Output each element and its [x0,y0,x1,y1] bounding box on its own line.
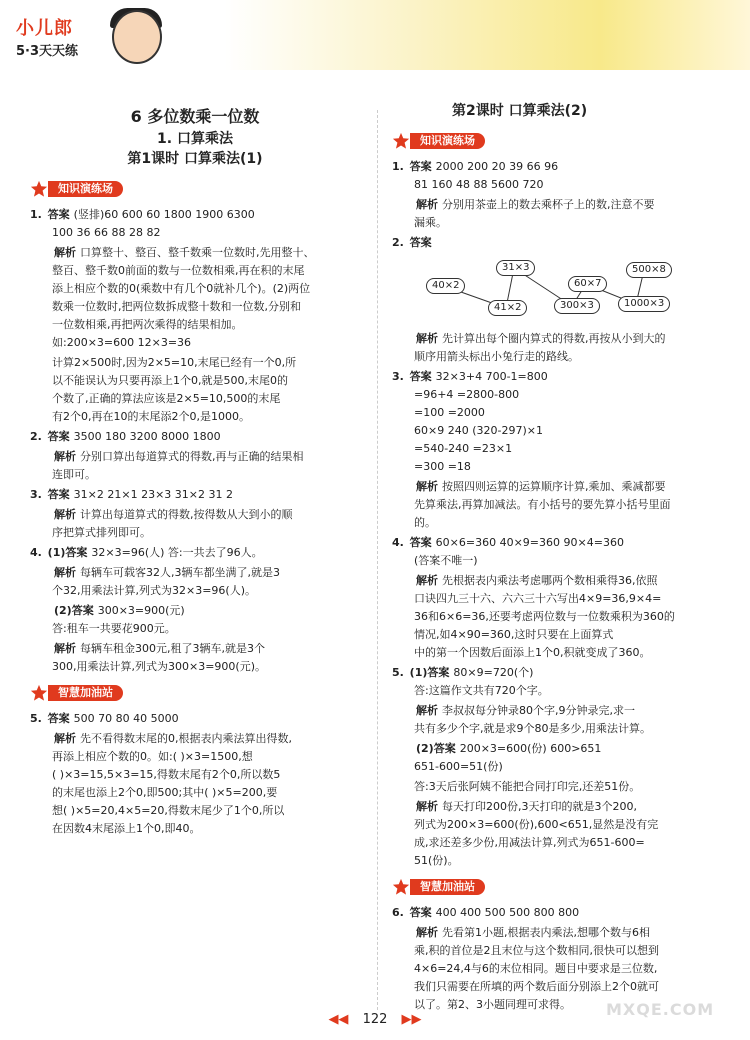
answer-line [30,486,360,504]
answer-line [30,602,360,620]
answer-item [30,602,360,638]
answer-text: 答:租车一共要花900元。 [52,622,176,635]
answer-label: 解析 [416,198,438,211]
answer-item [30,506,360,542]
answer-text: 先不看得数末尾的0,根据表内乘法算出得数, [80,732,292,745]
answer-text: 漏乘。 [414,216,447,229]
answer-item [30,544,360,562]
answer-item [392,798,722,870]
answer-line [30,244,360,262]
answer-text: 成,求还差多少份,用减法计算,列式为651-600= [414,836,645,849]
answer-label: 答案 [409,370,432,383]
answer-text: 每辆车可载客32人,3辆车都坐满了,就是3 [80,566,280,579]
answer-item [30,206,360,242]
answer-text: 口诀四九三十六、六六三十六写出4×9=36,9×4= [414,592,662,605]
answer-text: 按照四则运算的运算顺序计算,乘加、乘减都要 [442,480,666,493]
answer-item [392,234,722,326]
answer-label: 答案 [47,430,70,443]
answer-line [392,234,722,252]
answer-line [392,478,722,496]
answer-item [30,428,360,446]
answer-text: 每天打印200份,3天打印的就是3个200, [442,800,637,813]
answer-label: 解析 [54,508,76,521]
answer-text: 整百、整千数0前面的数与一位数相乘,再在积的末尾 [52,264,305,277]
path-node: 41×2 [488,300,527,316]
answer-text: 4×6=24,4与6的末位相同。题目中要求是三位数, [414,962,658,975]
question-number: 4. [30,546,46,559]
question-number: 6. [392,906,408,919]
question-number: 4. [392,536,408,549]
answer-label: 解析 [416,574,438,587]
mascot-face [112,10,162,64]
answer-text: 顺序用箭头标出小兔行走的路线。 [414,350,579,363]
answer-text: 先算乘法,再算加减法。有小括号的要先算小括号里面 [414,498,671,511]
answer-item [30,486,360,504]
answer-text: 分别口算出每道算式的得数,再与正确的结果相 [80,450,304,463]
answer-text: 的。 [414,516,436,529]
answer-item [392,534,722,570]
left-items-2 [30,710,360,838]
answer-text: 数乘一位数时,把两位数拆成整十数和一位数,分别和 [52,300,301,313]
answer-line [30,544,360,562]
right-items [392,158,722,870]
answer-line [392,368,722,386]
answer-text: 计算2×500时,因为2×5=10,末尾已经有一个0,所 [52,356,297,369]
answer-item [392,572,722,662]
answer-item [392,368,722,476]
answer-line [30,448,360,466]
star-icon [392,878,410,896]
answer-label: 解析 [54,566,76,579]
left-items [30,206,360,676]
question-number: 5. [30,712,46,725]
answer-text: 有2个0,再在10的末尾添2个0,是1000。 [52,410,250,423]
answer-text: 300×3=900(元) [97,604,185,617]
answer-line [30,206,360,224]
answer-line [30,710,360,728]
answer-text: 先计算出每个圈内算式的得数,再按从小到大的 [442,332,666,345]
answer-line [392,778,722,796]
answer-label: 解析 [54,642,76,655]
answer-text: =540-240 =23×1 [414,442,513,455]
path-node: 300×3 [554,298,600,314]
answer-item [392,664,722,700]
question-number: 5. [392,666,408,679]
answer-line [392,904,722,922]
section-tag-3 [392,132,485,150]
answer-text: 乘,积的首位是2且末位与这个数相同,很快可以想到 [414,944,659,957]
tag-label: 知识演练场 [410,133,485,149]
answer-text: (答案不唯一) [414,554,478,567]
answer-item [30,640,360,676]
answer-text: 添上相应个数的0(乘数中有几个0就补几个)。(2)两位 [52,282,311,295]
answer-line [392,330,722,348]
answer-item [30,730,360,838]
question-number: 2. [392,236,408,249]
answer-text: 连即可。 [52,468,96,481]
answer-text: 81 160 48 88 5600 720 [414,178,544,191]
answer-label: 答案 [409,536,432,549]
right-column [392,100,722,1016]
answer-text: 计算出每道算式的得数,按得数从大到小的顺 [80,508,293,521]
left-column [30,100,360,840]
answer-label: 解析 [54,732,76,745]
tag-label: 智慧加油站 [48,685,123,701]
answer-text: 32×3+4 700-1=800 [435,370,548,383]
star-icon [30,180,48,198]
path-node: 60×7 [568,276,607,292]
section-tag-2 [30,684,123,702]
answer-text: 的末尾也添上2个0,即500;其中( )×5=200,要 [52,786,278,799]
answer-text: 在因数4末尾添上1个0,即40。 [52,822,201,835]
answer-text: 答:这篇作文共有720个字。 [414,684,549,697]
answer-text: 个数了,正确的算法应该是2×5=10,500的末尾 [52,392,281,405]
answer-text: 列式为200×3=600(份),600<651,显然是没有完 [414,818,659,831]
answer-line [392,740,722,758]
answer-text: 情况,如4×90=360,这时只要在上面算式 [414,628,614,641]
question-number: 2. [30,430,46,443]
answer-label: (1)答案 [47,546,88,559]
section-tag [30,180,123,198]
answer-label: 答案 [47,712,70,725]
answer-label: 答案 [47,208,70,221]
answer-item [30,244,360,352]
answer-line [392,158,722,176]
answer-text: 口算整十、整百、整千数乘一位数时,先用整十、 [80,246,315,259]
prev-arrow-icon[interactable]: ◀◀ [328,1012,349,1027]
rabbit-path-diagram [392,256,722,326]
answer-item [392,702,722,738]
answer-line [30,640,360,658]
answer-text: 以了。第2、3小题同理可求得。 [414,998,571,1011]
answer-label: 答案 [409,906,432,919]
answer-text: 100 36 66 88 28 82 [52,226,161,239]
section-tag-4 [392,878,485,896]
brand-name: 小儿郎 [16,18,73,39]
answer-text: =300 =18 [414,460,471,473]
answer-text: =96+4 =2800-800 [414,388,520,401]
answer-text: 32×3=96(人) 答:一共去了96人。 [91,546,263,559]
tag-label: 知识演练场 [48,181,123,197]
answer-text: 李叔叔每分钟录80个字,9分钟录完,求一 [442,704,635,717]
star-icon [392,132,410,150]
answer-line [30,428,360,446]
answer-text: =100 =2000 [414,406,485,419]
answer-item [392,478,722,532]
answer-label: 解析 [416,800,438,813]
answer-text: 80×9=720(个) [453,666,534,679]
answer-text: 31×2 21×1 23×3 31×2 31 2 [73,488,233,501]
answer-line [30,506,360,524]
answer-text: 中的第一个因数后面添上1个0,积就变成了360。 [414,646,651,659]
answer-text: 答:3天后张阿姨不能把合同打印完,还差51份。 [414,780,641,793]
answer-label: (1)答案 [409,666,450,679]
lesson-title: 第1课时 口算乘法(1) [127,151,263,167]
answer-label: (2)答案 [416,742,456,755]
answer-label: 解析 [54,246,76,259]
answer-text: 如:200×3=600 12×3=36 [52,336,192,349]
answer-label: 解析 [416,926,438,939]
answer-text: 60×6=360 40×9=360 90×4=360 [435,536,624,549]
answer-text: 60×9 240 (320-297)×1 [414,424,543,437]
answer-text: 36和6×6=36,还要考虑两位数与一位数乘积为360的 [414,610,675,623]
answer-text: 先根据表内乘法考虑哪两个数相乘得36,依照 [442,574,658,587]
next-arrow-icon[interactable]: ▶▶ [401,1012,422,1027]
answer-label: 解析 [416,704,438,717]
brand-subtitle: 5·3天天练 [16,44,79,59]
answer-item [392,740,722,776]
answer-text: 651-600=51(份) [414,760,503,773]
question-number: 1. [30,208,46,221]
answer-item [392,904,722,922]
answer-text: 以不能误认为只要再添上1个0,就是500,末尾0的 [52,374,288,387]
brand-logo [12,8,162,70]
answer-text: 300,用乘法计算,列式为300×3=900(元)。 [52,660,266,673]
section-title: 6 多位数乘一位数 [130,107,260,126]
answer-item [30,448,360,484]
answer-text: 200×3=600(份) 600>651 [459,742,602,755]
answer-label: 解析 [416,332,438,345]
answer-text: 3500 180 3200 8000 1800 [73,430,221,443]
answer-text: 共有多少个字,就是求9个80是多少,用乘法计算。 [414,722,651,735]
question-number: 3. [392,370,408,383]
lesson-title-2: 第2课时 口算乘法(2) [452,103,588,119]
answer-text: ( )×3=15,5×3=15,得数末尾有2个0,所以数5 [52,768,281,781]
column-divider [377,110,378,1010]
answer-text: 我们只需要在所填的两个数后面分别添上2个0就可 [414,980,659,993]
answer-text: 个32,用乘法计算,列式为32×3=96(人)。 [52,584,256,597]
question-number: 3. [30,488,46,501]
tag-label: 智慧加油站 [410,879,485,895]
answer-line [392,664,722,682]
answer-item [392,330,722,366]
answer-line [392,702,722,720]
answer-item [392,778,722,796]
answer-label: 答案 [409,160,432,173]
path-node: 1000×3 [618,296,670,312]
answer-line [392,196,722,214]
answer-item [30,564,360,600]
answer-line [30,354,360,372]
sub-title: 1. 口算乘法 [157,131,233,147]
answer-text: 400 400 500 500 800 800 [435,906,580,919]
answer-label: 解析 [54,450,76,463]
star-icon [30,684,48,702]
answer-text: (竖排)60 600 60 1800 1900 6300 [73,208,255,221]
answer-text: 分别用茶壶上的数去乘杯子上的数,注意不要 [442,198,655,211]
answer-text: 2000 200 20 39 66 96 [435,160,559,173]
answer-text: 再添上相应个数的0。如:( )×3=1500,想 [52,750,253,763]
answer-text: 500 70 80 40 5000 [73,712,179,725]
answer-label: (2)答案 [54,604,94,617]
answer-label: 答案 [47,488,70,501]
answer-text: 51(份)。 [414,854,459,867]
answer-item [30,354,360,426]
answer-text: 序把算式排列即可。 [52,526,151,539]
answer-line [392,924,722,942]
answer-text: 一位数相乘,再把两次乘得的结果相加。 [52,318,243,331]
answer-label: 解析 [416,480,438,493]
answer-line [30,730,360,748]
answer-text: 想( )×5=20,4×5=20,得数末尾少了1个0,所以 [52,804,285,817]
watermark [606,960,726,1030]
question-number: 1. [392,160,408,173]
path-node: 40×2 [426,278,465,294]
path-node: 31×3 [496,260,535,276]
answer-line [30,564,360,582]
answer-line [392,534,722,552]
answer-line [392,798,722,816]
page-number: 122 [362,1012,388,1027]
answer-text: 每辆车租金300元,租了3辆车,就是3个 [80,642,265,655]
answer-text: 先看第1小题,根据表内乘法,想哪个数与6相 [442,926,650,939]
answer-label: 答案 [409,236,432,249]
answer-item [392,158,722,194]
answer-item [392,196,722,232]
answer-item [30,710,360,728]
answer-line [392,572,722,590]
path-node: 500×8 [626,262,672,278]
watermark-text: MXQE.COM [606,1000,715,1019]
